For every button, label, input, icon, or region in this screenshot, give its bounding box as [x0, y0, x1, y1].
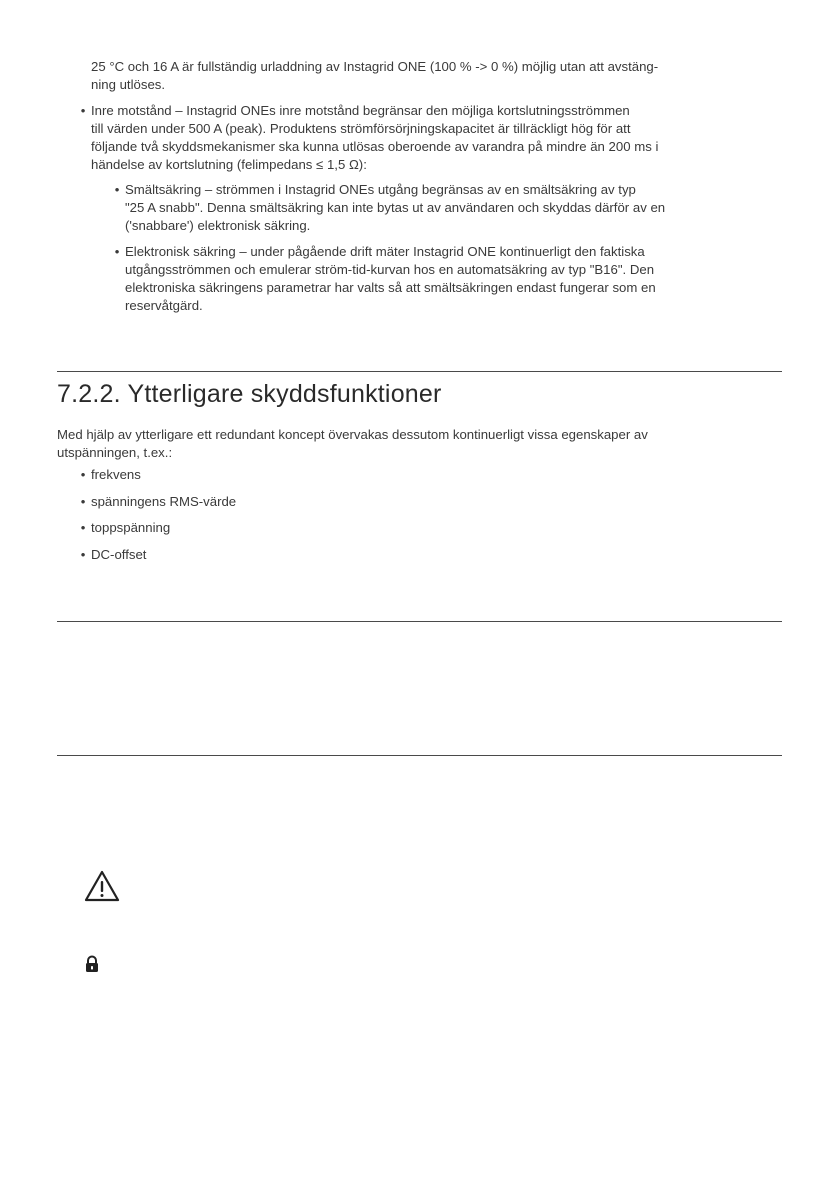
list-item-line: Inre motstånd – Instagrid ONEs inre motstånd begränsar den möjliga kortslutningsströmmen: [91, 103, 630, 118]
bullet-marker: •: [80, 467, 86, 482]
section-intro-line-1: Med hjälp av ytterligare ett redundant koncept övervakas dessutom kontinuerligt vissa egenskaper av: [57, 427, 648, 442]
bullet-marker: •: [80, 494, 86, 509]
intro-line-2: ning utlöses.: [91, 77, 166, 92]
list-item-line: Smältsäkring – strömmen i Instagrid ONEs utgång begränsas av en smältsäkring av typ: [125, 182, 636, 197]
list-item-label: toppspänning: [91, 520, 171, 535]
list-item-smaltsakring: [112, 181, 782, 235]
list-item-label: DC-offset: [91, 547, 147, 562]
list-item-toppspanning: [78, 519, 378, 537]
bullet-marker: •: [80, 520, 86, 535]
intro-line-1: 25 °C och 16 A är fullständig urladdning av Instagrid ONE (100 % -> 0 %) möjlig utan att avstäng-: [91, 59, 659, 74]
list-item-label: frekvens: [91, 467, 141, 482]
bullet-marker: •: [114, 244, 120, 259]
list-item-elektronisk-sakring: [112, 243, 782, 315]
list-item-label: spänningens RMS-värde: [91, 494, 237, 509]
section-divider: [57, 621, 782, 622]
list-item-rms-varde: [78, 493, 378, 511]
bullet-marker: •: [80, 103, 86, 118]
list-item-frekvens: [78, 466, 378, 484]
list-item-line: reservåtgärd.: [125, 298, 203, 313]
bullet-marker: •: [80, 547, 86, 562]
list-item-line: till värden under 500 A (peak). Produktens strömförsörjningskapacitet är tillräckligt hög för att: [91, 121, 631, 136]
list-item-line: "25 A snabb". Denna smältsäkring kan inte bytas ut av användaren och skyddas därför av en: [125, 200, 666, 215]
list-item-line: Elektronisk säkring – under pågående drift mäter Instagrid ONE kontinuerligt den faktiska: [125, 244, 645, 259]
section-divider: [57, 371, 782, 372]
warning-icon: [84, 870, 120, 902]
list-item-line: elektroniska säkringens parametrar har valts så att smältsäkringen endast fungerar som en: [125, 280, 656, 295]
list-item-line: ('snabbare') elektronisk säkring.: [125, 218, 311, 233]
list-item-dc-offset: [78, 546, 378, 564]
section-divider: [57, 755, 782, 756]
section-heading: 7.2.2. Ytterligare skyddsfunktioner: [57, 380, 442, 408]
list-item-line: följande två skyddsmekanismer ska kunna utlösas oberoende av varandra på mindre än 200 ms i: [91, 139, 659, 154]
bullet-marker: •: [114, 182, 120, 197]
list-item-line: händelse av kortslutning (felimpedans ≤ 1,5 Ω):: [91, 157, 367, 172]
section-intro-line-2: utspänningen, t.ex.:: [57, 445, 173, 460]
list-item-line: utgångsströmmen och emulerar ström-tid-kurvan hos en automatsäkring av typ "B16". Den: [125, 262, 655, 277]
list-item-inre-motstand: [78, 102, 778, 174]
lock-icon: [84, 955, 100, 973]
